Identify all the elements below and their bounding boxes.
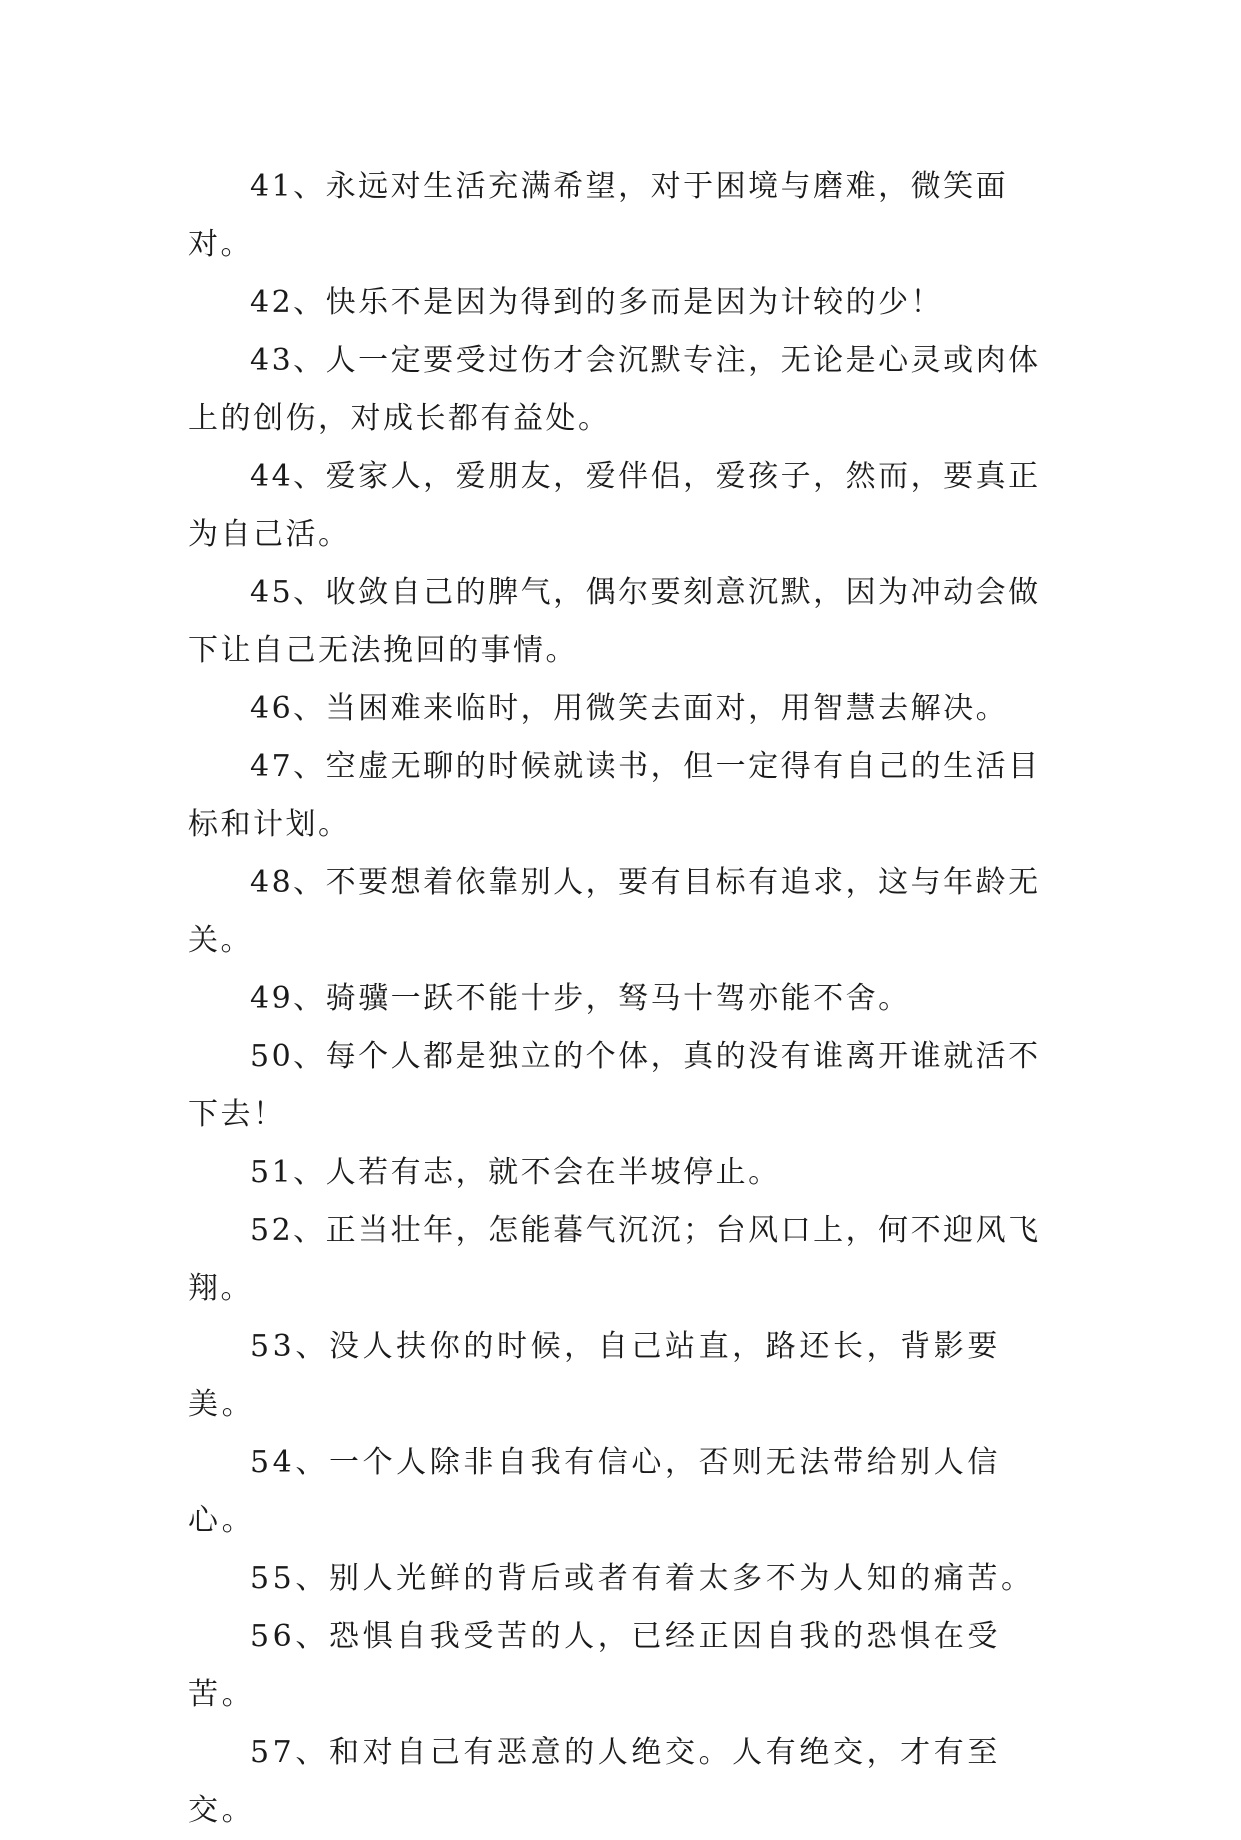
paragraph-41: 41、永远对生活充满希望，对于困境与磨难，微笑面对。 [188, 169, 1009, 262]
paragraph-45: 45、收敛自己的脾气，偶尔要刻意沉默，因为冲动会做下让自己无法挽回的事情。 [188, 575, 1041, 668]
document-body [188, 158, 1066, 1840]
paragraph-42: 42、快乐不是因为得到的多而是因为计较的少！ [250, 285, 944, 320]
paragraph-51: 51、人若有志，就不会在半坡停止。 [250, 1155, 781, 1190]
paragraph-49: 49、骑骥一跃不能十步，驽马十驾亦能不舍。 [250, 981, 911, 1016]
paragraph-56: 56、恐惧自我受苦的人，已经正因自我的恐惧在受苦。 [188, 1619, 1001, 1712]
paragraph-57: 57、和对自己有恶意的人绝交。人有绝交，才有至交。 [188, 1735, 1001, 1828]
paragraph-50: 50、每个人都是独立的个体，真的没有谁离开谁就活不下去！ [188, 1039, 1041, 1132]
paragraph-52: 52、正当壮年，怎能暮气沉沉；台风口上，何不迎风飞翔。 [188, 1213, 1041, 1306]
paragraph-53: 53、没人扶你的时候，自己站直，路还长，背影要美。 [188, 1329, 1001, 1422]
paragraph-43: 43、人一定要受过伤才会沉默专注，无论是心灵或肉体上的创伤，对成长都有益处。 [188, 343, 1041, 436]
paragraph-47: 47、空虚无聊的时候就读书，但一定得有自己的生活目标和计划。 [188, 749, 1041, 842]
paragraph-48: 48、不要想着依靠别人，要有目标有追求，这与年龄无关。 [188, 865, 1041, 958]
paragraph-55: 55、别人光鲜的背后或者有着太多不为人知的痛苦。 [250, 1561, 1035, 1596]
paragraph-54: 54、一个人除非自我有信心，否则无法带给别人信心。 [188, 1445, 1001, 1538]
paragraph-46: 46、当困难来临时，用微笑去面对，用智慧去解决。 [250, 691, 1009, 726]
paragraph-44: 44、爱家人，爱朋友，爱伴侣，爱孩子，然而，要真正为自己活。 [188, 459, 1041, 552]
